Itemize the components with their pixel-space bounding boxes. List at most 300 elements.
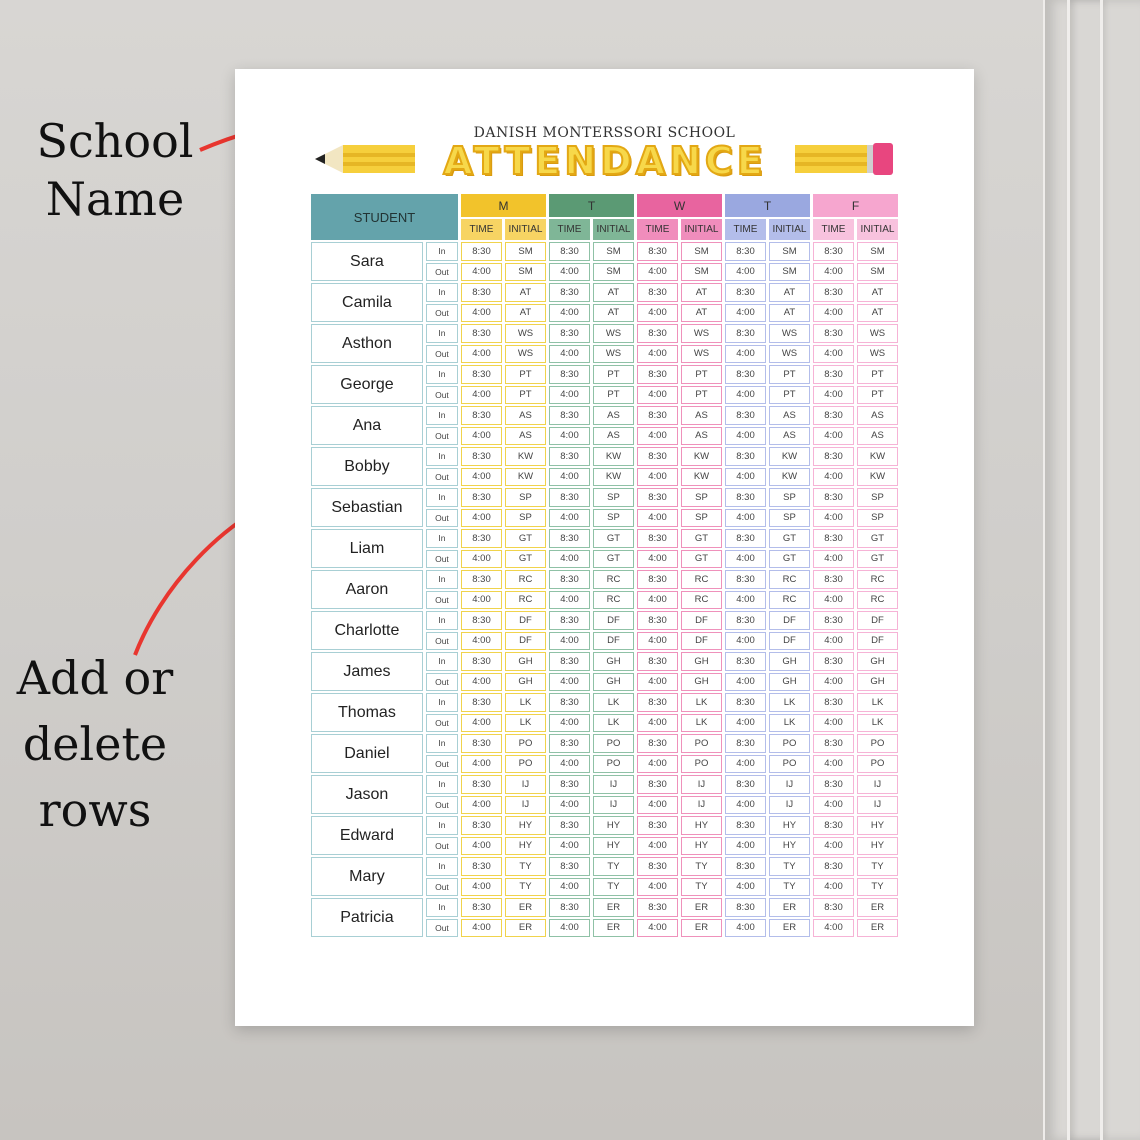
initial-cell: HY xyxy=(857,816,898,835)
time-cell: 8:30 xyxy=(461,283,502,302)
initial-cell: LK xyxy=(505,693,546,712)
initial-cell: PO xyxy=(505,734,546,753)
row-label-out: Out xyxy=(426,714,458,733)
time-cell: 8:30 xyxy=(549,611,590,630)
time-cell: 4:00 xyxy=(813,345,854,364)
initial-cell: SM xyxy=(593,263,634,282)
initial-cell: PT xyxy=(769,386,810,405)
time-cell: 4:00 xyxy=(725,427,766,446)
initial-cell: AT xyxy=(681,304,722,323)
initial-cell: TY xyxy=(769,857,810,876)
time-cell: 8:30 xyxy=(725,406,766,425)
student-row-in xyxy=(311,693,898,712)
student-row-in xyxy=(311,406,898,425)
annotation-line: rows xyxy=(38,783,152,837)
student-name: Asthon xyxy=(311,324,423,363)
attendance-body xyxy=(311,242,898,937)
time-cell: 4:00 xyxy=(549,878,590,897)
initial-cell: GT xyxy=(769,529,810,548)
time-cell: 8:30 xyxy=(549,652,590,671)
initial-cell: SP xyxy=(593,509,634,528)
initial-cell: WS xyxy=(505,324,546,343)
time-cell: 4:00 xyxy=(549,509,590,528)
initial-cell: ER xyxy=(681,898,722,917)
initial-cell: DF xyxy=(857,611,898,630)
time-cell: 4:00 xyxy=(549,591,590,610)
initial-cell: IJ xyxy=(593,796,634,815)
time-cell: 4:00 xyxy=(637,878,678,897)
time-cell: 8:30 xyxy=(725,529,766,548)
initial-cell: GT xyxy=(681,550,722,569)
initial-cell: IJ xyxy=(769,775,810,794)
initial-cell: AT xyxy=(681,283,722,302)
initial-cell: KW xyxy=(505,447,546,466)
row-label-out: Out xyxy=(426,427,458,446)
student-name: James xyxy=(311,652,423,691)
initial-cell: LK xyxy=(857,693,898,712)
row-label-out: Out xyxy=(426,796,458,815)
time-cell: 4:00 xyxy=(637,550,678,569)
initial-cell: HY xyxy=(593,837,634,856)
initial-cell: PO xyxy=(593,755,634,774)
time-cell: 8:30 xyxy=(725,283,766,302)
time-cell: 4:00 xyxy=(725,386,766,405)
row-label-out: Out xyxy=(426,878,458,897)
time-cell: 8:30 xyxy=(549,242,590,261)
initial-cell: GT xyxy=(857,529,898,548)
time-cell: 4:00 xyxy=(813,304,854,323)
initial-cell: AT xyxy=(857,304,898,323)
initial-cell: KW xyxy=(769,447,810,466)
initial-cell: RC xyxy=(505,570,546,589)
initial-cell: PT xyxy=(505,365,546,384)
initial-cell: GH xyxy=(593,673,634,692)
time-cell: 4:00 xyxy=(549,632,590,651)
time-cell: 4:00 xyxy=(813,878,854,897)
initial-cell: ER xyxy=(857,919,898,938)
time-cell: 4:00 xyxy=(549,755,590,774)
student-row-in xyxy=(311,816,898,835)
student-name: Mary xyxy=(311,857,423,896)
time-cell: 8:30 xyxy=(725,652,766,671)
time-cell: 4:00 xyxy=(725,632,766,651)
initial-cell: DF xyxy=(505,632,546,651)
time-cell: 4:00 xyxy=(637,919,678,938)
initial-cell: PT xyxy=(857,365,898,384)
time-cell: 4:00 xyxy=(461,386,502,405)
time-cell: 8:30 xyxy=(549,734,590,753)
initial-cell: AT xyxy=(505,283,546,302)
time-cell: 4:00 xyxy=(461,304,502,323)
initial-cell: LK xyxy=(681,714,722,733)
initial-cell: WS xyxy=(505,345,546,364)
initial-cell: HY xyxy=(857,837,898,856)
row-label-in: In xyxy=(426,857,458,876)
time-cell: 8:30 xyxy=(813,611,854,630)
time-cell: 8:30 xyxy=(725,734,766,753)
initial-cell: PO xyxy=(769,734,810,753)
initial-cell: KW xyxy=(505,468,546,487)
row-label-out: Out xyxy=(426,468,458,487)
time-cell: 4:00 xyxy=(461,714,502,733)
student-name: Aaron xyxy=(311,570,423,609)
time-cell: 8:30 xyxy=(549,529,590,548)
row-label-in: In xyxy=(426,611,458,630)
annotation-line: delete xyxy=(22,717,168,771)
day-header-wednesday: W xyxy=(637,194,722,217)
time-cell: 8:30 xyxy=(637,447,678,466)
time-cell: 4:00 xyxy=(637,714,678,733)
time-cell: 8:30 xyxy=(637,857,678,876)
row-label-in: In xyxy=(426,734,458,753)
initial-cell: PT xyxy=(505,386,546,405)
time-cell: 4:00 xyxy=(813,919,854,938)
row-label-out: Out xyxy=(426,632,458,651)
time-cell: 4:00 xyxy=(725,796,766,815)
initial-cell: GH xyxy=(769,673,810,692)
time-cell: 4:00 xyxy=(725,878,766,897)
student-name: Edward xyxy=(311,816,423,855)
time-cell: 8:30 xyxy=(549,447,590,466)
time-cell: 8:30 xyxy=(813,816,854,835)
time-cell: 8:30 xyxy=(461,365,502,384)
initial-cell: HY xyxy=(769,837,810,856)
time-subheader: TIME xyxy=(461,219,502,240)
row-label-in: In xyxy=(426,406,458,425)
time-cell: 8:30 xyxy=(637,365,678,384)
student-header: STUDENT xyxy=(311,194,458,240)
initial-cell: AT xyxy=(769,283,810,302)
initial-cell: IJ xyxy=(769,796,810,815)
student-row-in xyxy=(311,283,898,302)
time-cell: 8:30 xyxy=(461,406,502,425)
row-label-in: In xyxy=(426,652,458,671)
initial-cell: GT xyxy=(505,550,546,569)
student-name: Daniel xyxy=(311,734,423,773)
initial-cell: GT xyxy=(857,550,898,569)
row-label-in: In xyxy=(426,447,458,466)
time-cell: 8:30 xyxy=(637,570,678,589)
time-cell: 8:30 xyxy=(549,365,590,384)
time-cell: 4:00 xyxy=(637,263,678,282)
initial-cell: KW xyxy=(857,468,898,487)
time-cell: 8:30 xyxy=(637,611,678,630)
initial-cell: AS xyxy=(857,406,898,425)
time-cell: 8:30 xyxy=(461,242,502,261)
initial-cell: PT xyxy=(857,386,898,405)
initial-cell: KW xyxy=(769,468,810,487)
initial-cell: RC xyxy=(857,591,898,610)
time-cell: 8:30 xyxy=(549,488,590,507)
student-row-in xyxy=(311,857,898,876)
time-cell: 8:30 xyxy=(461,816,502,835)
student-row-in xyxy=(311,611,898,630)
row-label-out: Out xyxy=(426,673,458,692)
initial-cell: SP xyxy=(505,509,546,528)
initial-cell: GT xyxy=(681,529,722,548)
student-name: Thomas xyxy=(311,693,423,732)
initial-cell: TY xyxy=(505,878,546,897)
time-cell: 4:00 xyxy=(461,796,502,815)
time-cell: 8:30 xyxy=(461,447,502,466)
student-name: Sara xyxy=(311,242,423,281)
annotation-line: Add or xyxy=(16,651,174,705)
time-cell: 8:30 xyxy=(637,652,678,671)
initial-subheader: INITIAL xyxy=(681,219,722,240)
student-name: Jason xyxy=(311,775,423,814)
initial-cell: GH xyxy=(505,652,546,671)
student-row-in xyxy=(311,365,898,384)
student-row-in xyxy=(311,529,898,548)
initial-cell: ER xyxy=(857,898,898,917)
time-cell: 4:00 xyxy=(637,837,678,856)
time-cell: 8:30 xyxy=(813,652,854,671)
initial-cell: SP xyxy=(681,509,722,528)
time-cell: 8:30 xyxy=(813,857,854,876)
initial-cell: ER xyxy=(593,919,634,938)
initial-cell: RC xyxy=(769,591,810,610)
initial-cell: PO xyxy=(505,755,546,774)
time-cell: 4:00 xyxy=(813,755,854,774)
initial-cell: TY xyxy=(681,857,722,876)
initial-cell: AS xyxy=(505,406,546,425)
initial-cell: AS xyxy=(681,427,722,446)
initial-cell: AT xyxy=(593,283,634,302)
time-cell: 4:00 xyxy=(725,919,766,938)
time-cell: 4:00 xyxy=(813,550,854,569)
pencil-left-icon xyxy=(315,141,420,181)
time-cell: 8:30 xyxy=(461,734,502,753)
time-cell: 4:00 xyxy=(813,509,854,528)
time-cell: 8:30 xyxy=(637,283,678,302)
initial-cell: WS xyxy=(593,324,634,343)
initial-cell: TY xyxy=(769,878,810,897)
initial-cell: GH xyxy=(593,652,634,671)
initial-subheader: INITIAL xyxy=(857,219,898,240)
attendance-table xyxy=(308,192,901,939)
initial-cell: HY xyxy=(769,816,810,835)
initial-cell: GH xyxy=(681,652,722,671)
row-label-out: Out xyxy=(426,755,458,774)
initial-cell: IJ xyxy=(681,796,722,815)
row-label-in: In xyxy=(426,488,458,507)
time-cell: 8:30 xyxy=(725,570,766,589)
time-cell: 8:30 xyxy=(461,775,502,794)
time-cell: 4:00 xyxy=(725,714,766,733)
time-cell: 8:30 xyxy=(461,611,502,630)
initial-cell: ER xyxy=(769,898,810,917)
initial-cell: AT xyxy=(505,304,546,323)
initial-cell: AS xyxy=(681,406,722,425)
day-header-friday: F xyxy=(813,194,898,217)
initial-cell: ER xyxy=(505,919,546,938)
initial-cell: DF xyxy=(769,611,810,630)
time-cell: 4:00 xyxy=(725,673,766,692)
initial-cell: RC xyxy=(681,591,722,610)
time-cell: 4:00 xyxy=(637,591,678,610)
initial-cell: SP xyxy=(505,488,546,507)
initial-cell: KW xyxy=(593,468,634,487)
initial-cell: LK xyxy=(593,693,634,712)
initial-cell: GH xyxy=(769,652,810,671)
student-name: Patricia xyxy=(311,898,423,937)
initial-cell: WS xyxy=(681,345,722,364)
time-cell: 8:30 xyxy=(461,570,502,589)
time-cell: 8:30 xyxy=(461,693,502,712)
initial-cell: AS xyxy=(593,406,634,425)
initial-cell: DF xyxy=(681,632,722,651)
time-cell: 4:00 xyxy=(813,263,854,282)
time-cell: 8:30 xyxy=(549,693,590,712)
time-cell: 8:30 xyxy=(637,693,678,712)
time-cell: 4:00 xyxy=(813,673,854,692)
initial-cell: HY xyxy=(505,837,546,856)
initial-cell: LK xyxy=(769,714,810,733)
time-cell: 4:00 xyxy=(549,345,590,364)
time-cell: 8:30 xyxy=(725,611,766,630)
initial-cell: RC xyxy=(593,570,634,589)
time-cell: 4:00 xyxy=(813,632,854,651)
time-cell: 4:00 xyxy=(549,796,590,815)
student-row-in xyxy=(311,734,898,753)
time-cell: 4:00 xyxy=(461,550,502,569)
initial-cell: LK xyxy=(505,714,546,733)
initial-cell: TY xyxy=(505,857,546,876)
time-cell: 8:30 xyxy=(813,283,854,302)
row-label-in: In xyxy=(426,775,458,794)
initial-cell: PO xyxy=(681,755,722,774)
initial-cell: PO xyxy=(769,755,810,774)
time-cell: 8:30 xyxy=(813,447,854,466)
time-cell: 8:30 xyxy=(461,324,502,343)
row-label-in: In xyxy=(426,816,458,835)
initial-cell: WS xyxy=(769,345,810,364)
time-cell: 8:30 xyxy=(461,529,502,548)
time-cell: 4:00 xyxy=(725,550,766,569)
time-cell: 4:00 xyxy=(549,427,590,446)
initial-cell: WS xyxy=(593,345,634,364)
row-label-out: Out xyxy=(426,304,458,323)
initial-cell: AS xyxy=(505,427,546,446)
time-cell: 4:00 xyxy=(637,632,678,651)
initial-cell: LK xyxy=(769,693,810,712)
time-cell: 8:30 xyxy=(637,898,678,917)
time-cell: 8:30 xyxy=(813,242,854,261)
time-cell: 4:00 xyxy=(725,468,766,487)
initial-cell: ER xyxy=(681,919,722,938)
time-cell: 8:30 xyxy=(549,406,590,425)
time-cell: 8:30 xyxy=(725,775,766,794)
initial-cell: RC xyxy=(769,570,810,589)
time-cell: 8:30 xyxy=(461,488,502,507)
time-cell: 8:30 xyxy=(813,324,854,343)
initial-cell: PT xyxy=(681,365,722,384)
initial-cell: SM xyxy=(505,242,546,261)
student-name: Charlotte xyxy=(311,611,423,650)
initial-cell: WS xyxy=(681,324,722,343)
initial-cell: TY xyxy=(593,878,634,897)
initial-cell: ER xyxy=(769,919,810,938)
time-cell: 8:30 xyxy=(637,529,678,548)
initial-cell: AT xyxy=(857,283,898,302)
initial-cell: HY xyxy=(681,816,722,835)
student-name: Bobby xyxy=(311,447,423,486)
initial-cell: GH xyxy=(857,652,898,671)
row-label-in: In xyxy=(426,324,458,343)
time-cell: 8:30 xyxy=(725,898,766,917)
initial-cell: DF xyxy=(681,611,722,630)
row-label-in: In xyxy=(426,570,458,589)
time-cell: 8:30 xyxy=(637,775,678,794)
time-cell: 4:00 xyxy=(461,673,502,692)
time-cell: 8:30 xyxy=(725,488,766,507)
student-row-in xyxy=(311,488,898,507)
time-cell: 4:00 xyxy=(461,755,502,774)
initial-cell: SM xyxy=(857,263,898,282)
student-name: Ana xyxy=(311,406,423,445)
time-cell: 8:30 xyxy=(549,857,590,876)
time-cell: 4:00 xyxy=(549,919,590,938)
initial-subheader: INITIAL xyxy=(593,219,634,240)
row-label-in: In xyxy=(426,242,458,261)
time-cell: 8:30 xyxy=(637,488,678,507)
row-label-in: In xyxy=(426,693,458,712)
time-cell: 8:30 xyxy=(813,406,854,425)
time-cell: 8:30 xyxy=(637,406,678,425)
time-cell: 8:30 xyxy=(549,283,590,302)
initial-cell: SP xyxy=(857,509,898,528)
time-cell: 8:30 xyxy=(725,324,766,343)
time-cell: 8:30 xyxy=(549,570,590,589)
row-label-out: Out xyxy=(426,591,458,610)
time-cell: 4:00 xyxy=(637,345,678,364)
time-cell: 4:00 xyxy=(725,755,766,774)
time-cell: 8:30 xyxy=(637,242,678,261)
initial-cell: AT xyxy=(593,304,634,323)
initial-cell: PO xyxy=(681,734,722,753)
initial-cell: GT xyxy=(593,529,634,548)
time-cell: 4:00 xyxy=(637,386,678,405)
time-cell: 4:00 xyxy=(725,345,766,364)
row-label-in: In xyxy=(426,283,458,302)
student-row-in xyxy=(311,898,898,917)
initial-cell: DF xyxy=(593,611,634,630)
time-cell: 4:00 xyxy=(813,796,854,815)
time-cell: 8:30 xyxy=(637,324,678,343)
initial-cell: SP xyxy=(593,488,634,507)
time-cell: 4:00 xyxy=(549,714,590,733)
time-cell: 4:00 xyxy=(461,591,502,610)
initial-cell: AS xyxy=(769,427,810,446)
initial-cell: RC xyxy=(857,570,898,589)
initial-cell: RC xyxy=(593,591,634,610)
time-cell: 8:30 xyxy=(461,652,502,671)
initial-cell: SP xyxy=(681,488,722,507)
initial-cell: PO xyxy=(857,734,898,753)
initial-cell: ER xyxy=(505,898,546,917)
initial-cell: DF xyxy=(857,632,898,651)
initial-cell: AT xyxy=(769,304,810,323)
initial-cell: KW xyxy=(593,447,634,466)
time-cell: 4:00 xyxy=(637,427,678,446)
day-header-tuesday: T xyxy=(549,194,634,217)
time-cell: 4:00 xyxy=(549,673,590,692)
initial-cell: SM xyxy=(769,242,810,261)
initial-cell: PT xyxy=(593,365,634,384)
time-cell: 4:00 xyxy=(637,304,678,323)
row-label-out: Out xyxy=(426,837,458,856)
time-cell: 4:00 xyxy=(637,468,678,487)
